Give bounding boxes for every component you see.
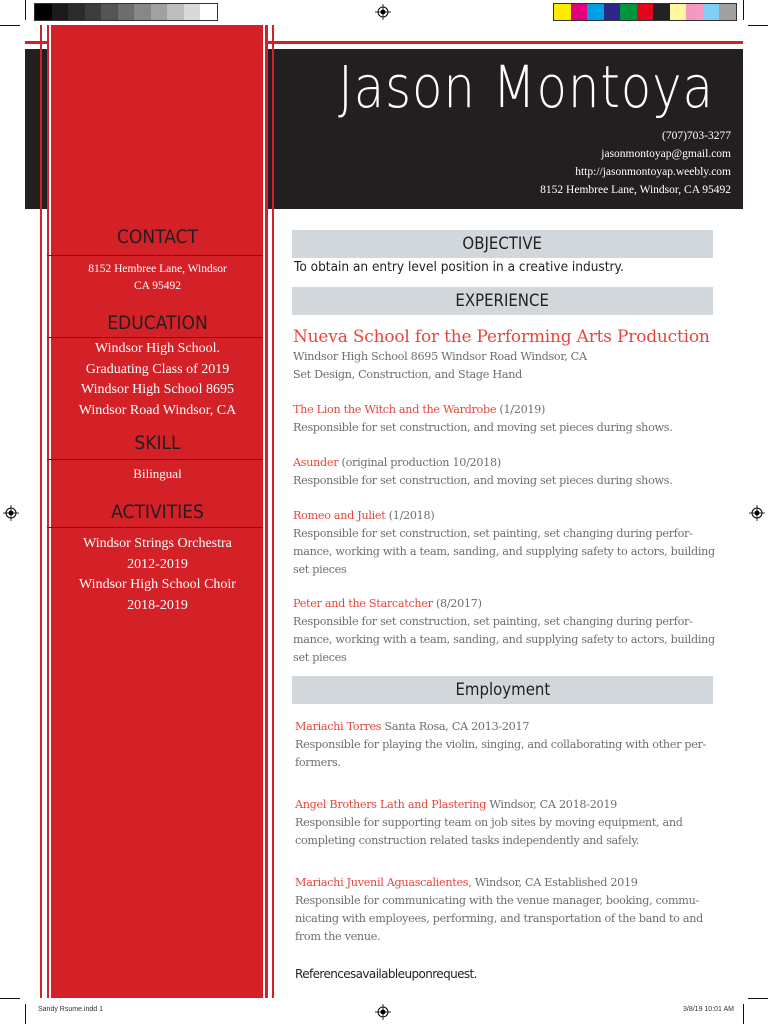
activity-line: 2012-2019: [127, 556, 188, 572]
production-title: The Lion the Witch and the Wardrobe: [293, 403, 497, 416]
employer-location: Windsor, CA 2018-2019: [486, 798, 617, 811]
activities-list: [47, 534, 268, 616]
crop-mark: [743, 0, 744, 20]
entry-description-line: set pieces: [293, 651, 347, 664]
website-url: http://jasonmontoyap.weebly.com: [575, 166, 731, 178]
sidebar-border-line: [40, 25, 42, 998]
production-date: (original production 10/2018): [338, 456, 501, 469]
production-title: Romeo and Juliet: [293, 509, 386, 522]
color-swatch: [686, 4, 703, 20]
activity-line: Windsor Strings Orchestra: [83, 536, 232, 551]
registration-mark-icon: [375, 4, 391, 20]
objective-heading-bar: [292, 230, 713, 258]
production-date: (1/2018): [385, 509, 435, 522]
color-swatch: [134, 4, 151, 20]
entry-description-line: mance, working with a team, sanding, and supplying safety to actors, building: [293, 545, 715, 558]
employment-heading-bar: [292, 676, 713, 704]
organization-address: Windsor High School 8695 Windsor Road Windsor, CA: [293, 350, 587, 363]
entry-description-line: completing construction related tasks independently and safely.: [295, 834, 640, 847]
color-swatch: [670, 4, 687, 20]
section-divider: [47, 459, 263, 460]
experience-entry: [293, 454, 718, 490]
organization-title: Nueva School for the Performing Arts Production: [293, 327, 710, 347]
employer-location: Santa Rosa, CA 2013-2017: [381, 720, 530, 733]
employment-entry: [295, 874, 720, 946]
experience-organization: [293, 326, 718, 384]
experience-heading-bar: [292, 287, 713, 315]
applicant-name: Jason Montoya: [338, 53, 714, 121]
color-swatch: [167, 4, 184, 20]
entry-description-line: formers.: [295, 756, 341, 769]
crop-mark: [748, 998, 768, 999]
employer-location: Windsor, CA Established 2019: [471, 876, 638, 889]
color-swatch: [52, 4, 69, 20]
entry-description-line: mance, working with a team, sanding, and supplying safety to actors, building: [293, 633, 715, 646]
employer-name: Angel Brothers Lath and Plastering: [295, 798, 487, 811]
email-address: jasonmontoyap@gmail.com: [601, 148, 731, 160]
color-swatch: [68, 4, 85, 20]
grayscale-color-bar: [34, 3, 218, 21]
color-swatch: [620, 4, 637, 20]
color-swatch: [637, 4, 654, 20]
color-swatch: [85, 4, 102, 20]
entry-description-line: Responsible for set construction, set painting, set changing during perfor-: [293, 615, 693, 628]
color-swatch: [118, 4, 135, 20]
color-swatch: [200, 4, 217, 20]
crop-mark: [25, 0, 26, 20]
sidebar-border-line: [49, 25, 51, 998]
experience-entry: [293, 595, 718, 667]
contact-heading: CONTACT: [116, 226, 199, 248]
sidebar-border-line: [272, 25, 274, 998]
color-swatch: [703, 4, 720, 20]
employment-entry: [295, 796, 720, 850]
crop-mark: [25, 1004, 26, 1024]
production-date: (8/2017): [432, 597, 482, 610]
crop-mark: [743, 1004, 744, 1024]
education-line: Windsor Road Windsor, CA: [78, 402, 237, 418]
employer-name: Mariachi Juvenil Aguascalientes,: [295, 876, 472, 889]
color-swatch: [184, 4, 201, 20]
education-line: Windsor High School 8695: [80, 382, 235, 397]
section-divider: [47, 337, 263, 338]
section-divider: [47, 255, 263, 256]
contact-address: [47, 261, 268, 295]
employment-entry: [295, 718, 720, 772]
education-line: Windsor High School.: [94, 341, 221, 356]
color-swatch: [554, 4, 571, 20]
entry-description-line: set pieces: [293, 563, 347, 576]
process-color-bar: [553, 3, 737, 21]
activities-heading: ACTIVITIES: [111, 501, 204, 523]
skill-list: [47, 464, 268, 484]
entry-description-line: Responsible for playing the violin, singing, and collaborating with other per-: [295, 738, 707, 751]
sidebar-border-line: [263, 25, 265, 998]
color-swatch: [151, 4, 168, 20]
references-note: Referencesavailableuponrequest.: [295, 967, 477, 981]
color-swatch: [587, 4, 604, 20]
activity-line: Windsor High School Choir: [79, 577, 236, 592]
experience-entry: [293, 401, 718, 437]
color-swatch: [653, 4, 670, 20]
crop-mark: [748, 25, 768, 26]
production-date: (1/2019): [496, 403, 546, 416]
color-swatch: [35, 4, 52, 20]
employment-heading: Employment: [455, 680, 550, 700]
education-list: [47, 339, 268, 421]
education-line: Graduating Class of 2019: [85, 361, 230, 377]
objective-heading: OBJECTIVE: [462, 234, 543, 254]
color-swatch: [604, 4, 621, 20]
experience-heading: EXPERIENCE: [455, 291, 550, 311]
organization-roles: Set Design, Construction, and Stage Hand: [293, 368, 522, 381]
registration-mark-icon: [749, 505, 765, 521]
color-swatch: [571, 4, 588, 20]
color-swatch: [719, 4, 736, 20]
mailing-address: 8152 Hembree Lane, Windsor, CA 95492: [540, 184, 731, 196]
color-swatch: [101, 4, 118, 20]
print-slug-filename: Sandy Rsume.indd 1: [38, 1006, 103, 1013]
crop-mark: [0, 998, 20, 999]
registration-mark-icon: [375, 1004, 391, 1020]
entry-description-line: Responsible for supporting team on job sites by moving equipment, and: [295, 816, 683, 829]
registration-mark-icon: [3, 505, 19, 521]
entry-description-line: nicating with employees, performing, and transportation of the band to and: [295, 912, 703, 925]
entry-description-line: Responsible for set construction, and moving set pieces during shows.: [293, 421, 673, 434]
objective-text: To obtain an entry level position in a creative industry.: [294, 259, 624, 275]
activity-line: 2018-2019: [127, 597, 188, 613]
skill-heading: SKILL: [134, 432, 181, 454]
experience-entry: [293, 507, 718, 579]
entry-description-line: Responsible for set construction, and moving set pieces during shows.: [293, 474, 673, 487]
contact-address-line: CA 95492: [134, 280, 181, 292]
crop-mark: [0, 25, 20, 26]
phone-number: (707)703-3277: [662, 130, 731, 142]
contact-address-line: 8152 Hembree Lane, Windsor: [88, 263, 227, 275]
production-title: Asunder: [293, 456, 339, 469]
entry-description-line: from the venue.: [295, 930, 381, 943]
print-slug-datetime: 3/8/19 10:01 AM: [683, 1006, 734, 1013]
entry-description-line: Responsible for communicating with the venue manager, booking, commu-: [295, 894, 699, 907]
section-divider: [47, 527, 263, 528]
employer-name: Mariachi Torres: [295, 720, 382, 733]
header-contact-block: [540, 127, 731, 199]
education-heading: EDUCATION: [107, 312, 208, 334]
entry-description-line: Responsible for set construction, set painting, set changing during perfor-: [293, 527, 693, 540]
skill-item: Bilingual: [133, 466, 182, 481]
production-title: Peter and the Starcatcher: [293, 597, 433, 610]
